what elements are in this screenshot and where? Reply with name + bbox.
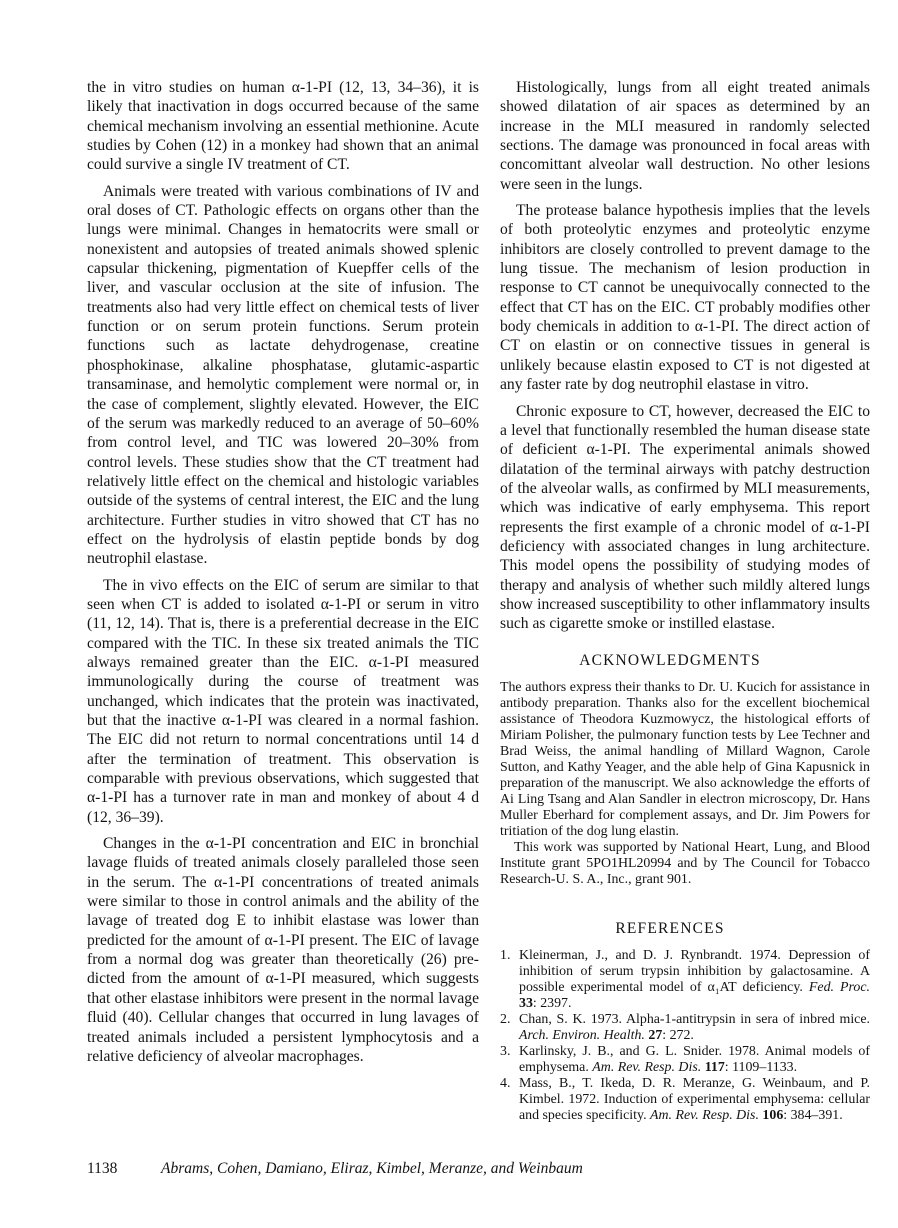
reference-pages: : 1109–1133. — [724, 1059, 798, 1075]
page-footer — [87, 1160, 583, 1178]
reference-volume: 33 — [519, 995, 533, 1011]
reference-item — [500, 1076, 870, 1124]
references-list — [500, 948, 870, 1124]
reference-text: Chan, S. K. 1973. Alpha-1-antitrypsin in sera of inbred mice. — [519, 1011, 870, 1027]
left-column — [87, 78, 479, 1073]
body-paragraph: Changes in the α-1-PI concentration and EIC in bronchial lavage fluids of treated animals closely paralleled those seen in the serum. The α-1-PI concentrations of treated animals were similar to those in control animals and the ability of the lavage of treated dog E to inhibit elastase was lower than predicted for the amount of α-1-PI present. The EIC of lavage from a normal dog was greater than theoretically (26) predicted from the amount of α-1-PI measured, which suggests that other elastase inhibitors were present in the normal lavage fluid (40). Cellular changes that occurred in lung lavages of treated animals included a persistent lymphocytosis and a relative deficiency of alveolar macrophages. — [87, 835, 479, 1065]
body-paragraph: Animals were treated with various combinations of IV and oral doses of CT. Pathologic effects on organs other than the lungs were minimal. Changes in hematocrits were small or nonexistent and autopsies of treated animals showed splenic capsular thickening, pigmentation of Kuepffer cells of the liver, and vascular occlusion at the site of infusion. The treatments also had very little effect on chemical tests of liver function or on serum protein functions. Serum protein functions such as lactate dehydrogenase, creatine phosphokinase, alkaline phosphatase, glutamic-aspartic transaminase, and hemolytic complement were normal or, in the case of complement, slightly elevated. However, the EIC of the serum was markedly reduced to an average of 50–60% from control level, and TIC was lowered 20–30% from control levels. These studies show that the CT treatment had relatively little effect on the chemical and histologic variables outside of the systems of central interest, the EIC and the lung architecture. Further studies in vitro showed that CT has no effect on the hydrolysis of elastin peptide bonds by dog neutrophil elastase. — [87, 182, 479, 568]
reference-number: 2. — [500, 1011, 511, 1027]
body-paragraph: The protease balance hypothesis implies that the levels of both proteolytic enzymes and proteolytic enzyme inhibitors are closely controlled to prevent damage to the lung tissue. The mechanism of lesion production in response to CT cannot be unequivocally connected to the effect that CT has on the EIC. CT probably modifies other body chemicals in addition to α-1-PI. The direct action of CT on elastin or on connective tissues in general is unlikely because elastin exposed to CT is not digested at any faster rate by dog neutrophil elastase in vitro. — [500, 202, 870, 394]
body-paragraph: Chronic exposure to CT, however, decreased the EIC to a level that functionally resembled the human disease state of deficient α-1-PI. The experimental animals showed dilatation of the terminal airways with patchy destruction of the alveolar walls, as confirmed by MLI measurements, which was indicative of early emphysema. This report represents the first example of a chronic model of α-1-PI deficiency with associated changes in lung architecture. This model opens the possibility of studying modes of therapy and analysis of whether such mildly altered lungs show increased susceptibility to other inflammatory insults such as cigarette smoke or instilled elastase. — [500, 402, 870, 633]
reference-volume: 117 — [704, 1059, 725, 1075]
references-heading: REFERENCES — [615, 919, 725, 937]
reference-journal: Am. Rev. Resp. Dis. — [650, 1107, 759, 1123]
reference-text: Mass, B., T. Ikeda, D. R. Meranze, G. Weinbaum, and P. Kimbel. 1972. Induction of experimental emphysema: cellular and species specificity. — [519, 1075, 870, 1123]
reference-journal: Fed. Proc. — [808, 979, 871, 995]
reference-pages: : 2397. — [532, 995, 572, 1011]
acknowledgments-section — [500, 652, 870, 888]
reference-pages: : 384–391. — [783, 1107, 843, 1123]
acknowledgments-heading: ACKNOWLEDGMENTS — [579, 651, 761, 669]
references-section — [500, 920, 870, 1124]
right-column — [500, 78, 870, 1124]
reference-item — [500, 948, 870, 1012]
reference-journal: Arch. Environ. Health. — [519, 1027, 645, 1043]
acknowledgments-paragraph: The authors express their thanks to Dr. U. Kucich for assistance in antibody preparation. Thanks also for the excellent biochemical assistance of Theodora Kuzmowycz, the histological efforts of Miriam Polisher, the pulmonary function tests by Lee Techner and Brad Weiss, the animal handling of Millard Wagnon, Carole Sutton, and Kathy Yeager, and the able help of Gina Kapusnick in preparation of the manuscript. We also acknowledge the efforts of Ai Ling Tsang and Alan Sandler in electron microscopy, Dr. Hans Muller Eberhard for complement assays, and Dr. Jim Powers for tritiation of the dog lung elastin. — [500, 679, 870, 839]
reference-text: Kleinerman, J., and D. J. Rynbrandt. 1974. Depression of inhibition of serum trypsin inhibition by galactosamine. A possible experimental model of α₁AT deficiency. — [519, 947, 870, 995]
funding-paragraph: This work was supported by National Heart, Lung, and Blood Institute grant 5PO1HL20994 and by The Council for Tobacco Research-U. S. A., Inc., grant 901. — [500, 839, 870, 887]
reference-number: 4. — [500, 1075, 511, 1091]
reference-volume: 27 — [648, 1027, 663, 1043]
body-paragraph: The in vivo effects on the EIC of serum are similar to that seen when CT is added to isolated α-1-PI or serum in vitro (11, 12, 14). That is, there is a preferential decrease in the EIC compared with the TIC. In these six treated animals the TIC always remained greater than the EIC. α-1-PI measured immunologically during the course of treatment was unchanged, which indicates that the protein was inactivated, but that the inactive α-1-PI was cleared in a normal fashion. The EIC did not return to normal concentrations until 14 d after the termination of treatment. This observation is comparable with previous observations, which suggested that α-1-PI has a turnover rate in man and monkey of about 4 d (12, 36–39). — [87, 576, 479, 826]
reference-item — [500, 1012, 870, 1044]
body-paragraph: Histologically, lungs from all eight treated animals showed dilatation of air spaces as determined by an increase in the MLI measured in randomly selected sections. The damage was pronounced in focal areas with concomittant alveolar wall destruction. No other lesions were seen in the lungs. — [500, 79, 870, 193]
reference-pages: : 272. — [662, 1027, 694, 1043]
reference-text: Karlinsky, J. B., and G. L. Snider. 1978. Animal models of emphysema. — [519, 1043, 870, 1075]
reference-item — [500, 1044, 870, 1076]
reference-number: 3. — [500, 1043, 511, 1059]
body-paragraph: the in vitro studies on human α-1-PI (12, 13, 34–36), it is likely that inactivation in dogs occurred because of the same chemical mechanism involving an essential methionine. Acute studies by Cohen (12) in a monkey had shown that an animal could survive a single IV treatment of CT. — [87, 79, 479, 174]
page-number: 1138 — [87, 1160, 118, 1177]
reference-journal: Am. Rev. Resp. Dis. — [592, 1059, 702, 1075]
reference-number: 1. — [500, 947, 511, 963]
running-authors: Abrams, Cohen, Damiano, Eliraz, Kimbel, Meranze, and Weinbaum — [161, 1160, 583, 1177]
reference-volume: 106 — [762, 1107, 784, 1123]
